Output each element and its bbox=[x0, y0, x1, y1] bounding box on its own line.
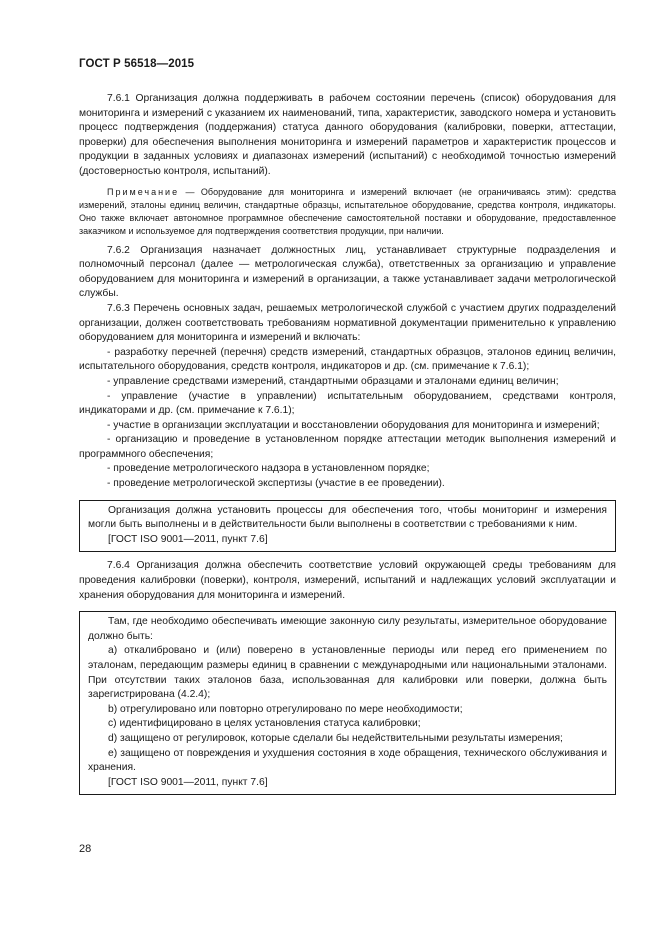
clause-7-6-2: 7.6.2 Организация назначает должностных лиц, устанавливает структурные подразделения и полномочный персонал (далее — метрологическая служба), ответственных за организацию и управление оборудованием для мониторинга и измерений в организации, а также устанавливает задачи метрологической службы. bbox=[79, 244, 616, 300]
list-item: c) идентифицировано в целях установления статуса калибровки; bbox=[108, 718, 421, 730]
page-content bbox=[79, 92, 616, 802]
list-item: - управление средствами измерений, стандартными образцами и эталонами единиц величин; bbox=[107, 375, 559, 387]
list-item: - управление (участие в управлении) испытательным оборудованием, средствами контроля, индикаторами и др. (см. примечание к 7.6.1); bbox=[79, 390, 616, 417]
list-item: - проведение метрологического надзора в установленном порядке; bbox=[107, 463, 430, 475]
quote-source: [ГОСТ ISO 9001—2011, пункт 7.6] bbox=[108, 776, 268, 788]
quote-source: [ГОСТ ISO 9001—2011, пункт 7.6] bbox=[108, 533, 268, 545]
list-item: e) защищено от повреждения и ухудшения состояния в ходе обращения, технического обслуживания и хранения. bbox=[88, 747, 607, 774]
document-code-header: ГОСТ Р 56518—2015 bbox=[79, 58, 195, 70]
quote-intro: Там, где необходимо обеспечивать имеющие законную силу результаты, измерительное оборудование должно быть: bbox=[88, 616, 607, 642]
quote-text: Организация должна установить процессы для обеспечения того, чтобы мониторинг и измерения могли быть выполнены и в действительности были выполнены в соответствии с требованиями к ним. bbox=[88, 504, 607, 531]
clause-7-6-1: 7.6.1 Организация должна поддерживать в рабочем состоянии перечень (список) оборудования для мониторинга и измерений с указанием их наименований, типа, характеристик, заводского номера и установить процесс подтверждения (поддержания) статуса данного оборудования (калибровки, поверки, аттестации, проверки) для обеспечения выполнения мониторинга и измерений параметров и характеристик процессов и продукции в заданных условиях и диапазонах измерений (испытаний) с необходимой точностью измерений (достоверностью контроля, испытаний). bbox=[79, 93, 616, 177]
note-label: Примечание bbox=[107, 186, 180, 197]
quote-box-iso-2 bbox=[79, 611, 616, 795]
list-item: b) отрегулировано или повторно отрегулировано по мере необходимости; bbox=[108, 703, 463, 715]
list-item: - организацию и проведение в установленном порядке аттестации методик выполнения измерений и программного обеспечения; bbox=[79, 434, 616, 460]
list-item: d) защищено от регулировок, которые сделали бы недействительными результаты измерения; bbox=[108, 732, 563, 744]
list-item: - разработку перечней (перечня) средств измерений, стандартных образцов, эталонов единиц величин, испытательного оборудования, средств контроля, индикаторов и др. (см. примечание к 7.6.1); bbox=[79, 346, 616, 373]
page-number: 28 bbox=[79, 843, 92, 855]
clause-7-6-3-intro: 7.6.3 Перечень основных задач, решаемых метрологической службой с участием других подразделений организации, должен соответствовать требованиям нормативной документации применительно к управлению оборудованием для мониторинга и измерений и включать: bbox=[79, 302, 616, 344]
note-text: — Оборудование для мониторинга и измерений включает (не ограничиваясь этим): средства измерений, эталоны единиц величин, стандартные образцы, испытательное оборудование, средства контроля, индикаторы. Оно также включает автономное программное обеспечение самостоятельной поставки и оборудование, предоставленное заказчиком и используемое для подтверждения соответствия продукции, при наличии. bbox=[79, 186, 616, 236]
list-item: - участие в организации эксплуатации и восстановлении оборудования для мониторинга и измерений; bbox=[107, 419, 600, 431]
clause-7-6-4: 7.6.4 Организация должна обеспечить соответствие условий окружающей среды требованиям для проведения калибровки (поверки), контроля, измерений, испытаний и надлежащих условий эксплуатации и хранения оборудования для мониторинга и измерений. bbox=[79, 560, 616, 601]
list-item: - проведение метрологической экспертизы (участие в ее проведении). bbox=[107, 478, 445, 490]
note-7-6-1 bbox=[79, 186, 616, 238]
list-item: а) откалибровано и (или) поверено в установленные периоды или перед его применением по эталонам, передающим размеры единиц в сравнении с международными или национальными эталонами. При отсутствии таких эталонов база, использованная для калибровки или поверки, должна быть зарегистрирована (4.2.4); bbox=[88, 645, 607, 701]
quote-box-iso-1 bbox=[79, 500, 616, 553]
